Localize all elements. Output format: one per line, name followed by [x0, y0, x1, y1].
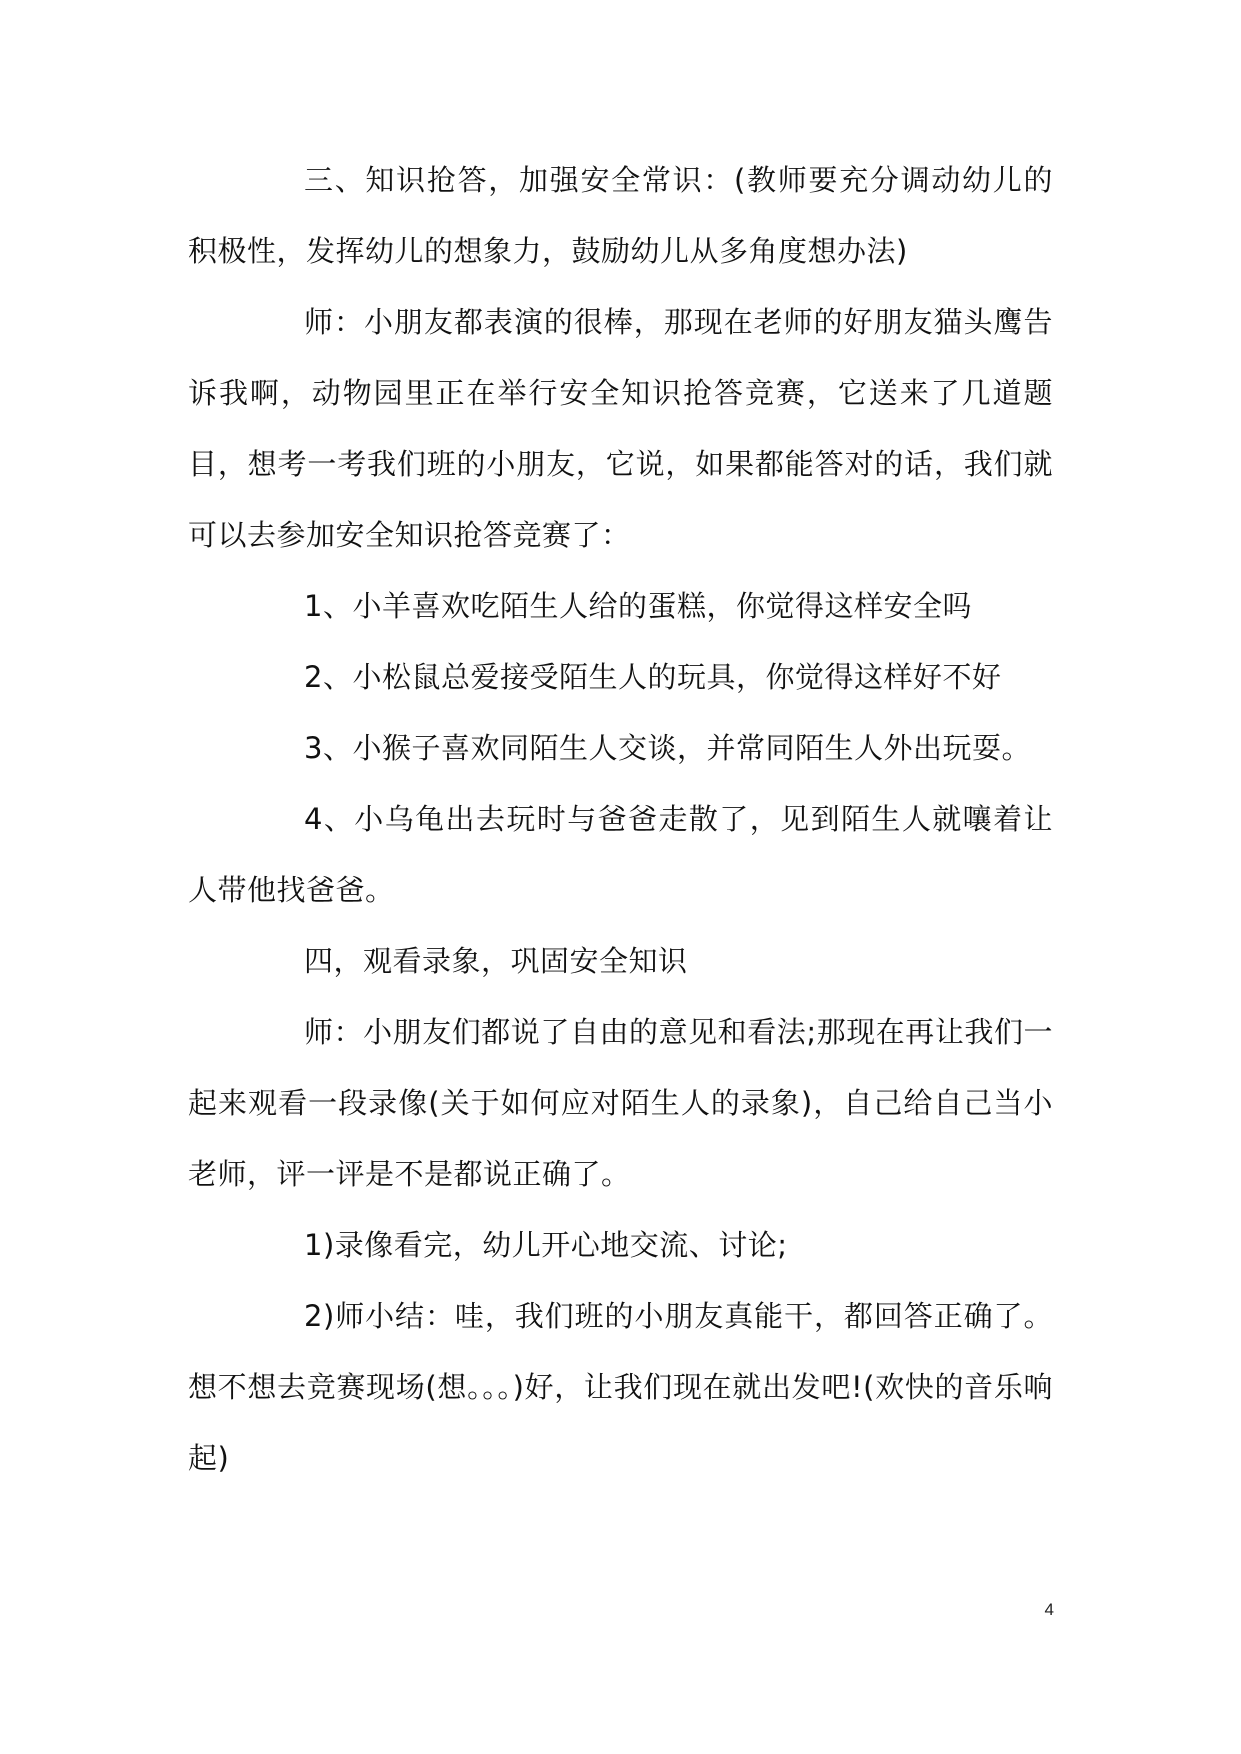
quiz-question-1: 1、小羊喜欢吃陌生人给的蛋糕，你觉得这样安全吗	[304, 589, 972, 623]
teacher-video-paragraph: 师：小朋友们都说了自由的意见和看法;那现在再让我们一起来观看一段录像(关于如何应对陌生人的录象)，自己给自己当小老师，评一评是不是都说正确了。	[188, 1015, 1053, 1191]
step-2-paragraph: 2)师小结：哇，我们班的小朋友真能干，都回答正确了。想不想去竞赛现场(想。。。)好，让我们现在就出发吧!(欢快的音乐响起)	[188, 1299, 1053, 1475]
step-1-paragraph: 1)录像看完，幼儿开心地交流、讨论;	[304, 1228, 788, 1262]
document-body	[188, 145, 1053, 1494]
quiz-question-2: 2、小松鼠总爱接受陌生人的玩具，你觉得这样好不好	[304, 660, 1002, 694]
teacher-intro-paragraph: 师：小朋友都表演的很棒，那现在老师的好朋友猫头鹰告诉我啊，动物园里正在举行安全知识抢答竞赛，它送来了几道题目，想考一考我们班的小朋友，它说，如果都能答对的话，我们就可以去参加安全知识抢答竞赛了：	[188, 305, 1053, 552]
section-heading-watch-video: 四，观看录象，巩固安全知识	[304, 944, 688, 978]
page-number: 4	[1044, 1600, 1054, 1619]
quiz-question-3: 3、小猴子喜欢同陌生人交谈，并常同陌生人外出玩耍。	[304, 731, 1031, 765]
quiz-question-4: 4、小乌龟出去玩时与爸爸走散了，见到陌生人就嚷着让人带他找爸爸。	[188, 802, 1053, 907]
section-heading-knowledge-quiz: 三、知识抢答，加强安全常识：(教师要充分调动幼儿的积极性，发挥幼儿的想象力，鼓励幼儿从多角度想办法)	[188, 163, 1053, 268]
